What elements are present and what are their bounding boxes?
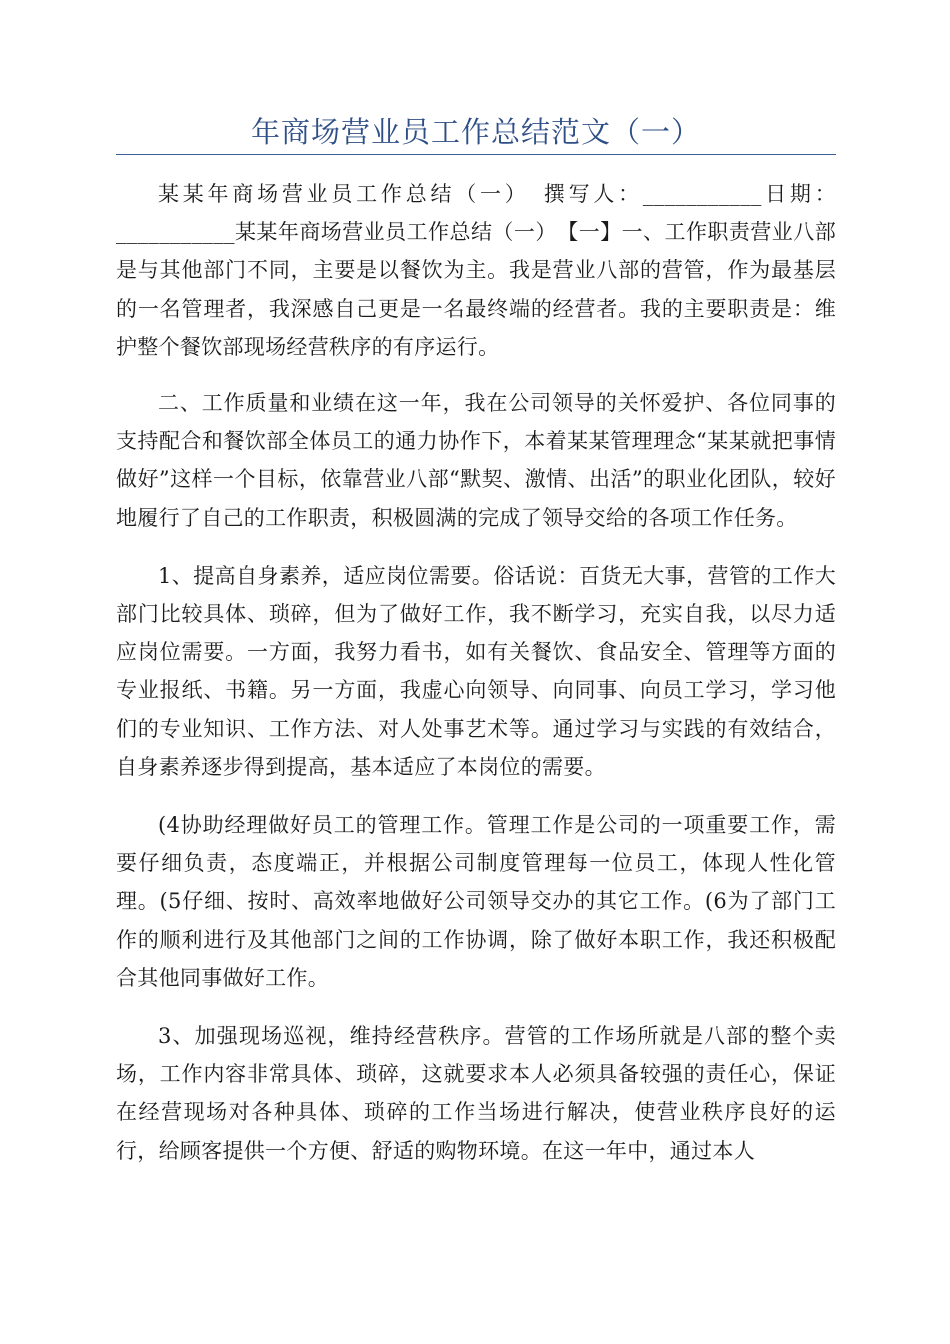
document-page [116,0,836,1190]
document-body [116,175,836,1170]
document-title: 年商场营业员工作总结范文（一） [250,115,701,149]
title-underline [116,154,836,155]
paragraph-staff-management: (4协助经理做好员工的管理工作。管理工作是公司的一项重要工作，需要仔细负责，态度端正，并根据公司制度管理每一位员工，体现人性化管理。(5仔细、按时、高效率地做好公司领导交办的其它工作。(6为了部门工作的顺利进行及其他部门之间的工作协调，除了做好本职工作，我还积极配合其他同事做好工作。 [116,813,836,990]
paragraph-site-patrol: 3、加强现场巡视，维持经营秩序。营管的工作场所就是八部的整个卖场，工作内容非常具体、琐碎，这就要求本人必须具备较强的责任心，保证在经营现场对各种具体、琐碎的工作当场进行解决，使营业秩序良好的运行，给顾客提供一个方便、舒适的购物环境。在这一年中，通过本人 [116,1024,836,1163]
paragraph-self-improvement: 1、提高自身素养，适应岗位需要。俗话说：百货无大事，营管的工作大部门比较具体、琐碎，但为了做好工作，我不断学习，充实自我，以尽力适应岗位需要。一方面，我努力看书，如有关餐饮、食品安全、管理等方面的专业报纸、书籍。另一方面，我虚心向领导、向同事、向员工学习，学习他们的专业知识、工作方法、对人处事艺术等。通过学习与实践的有效结合，自身素养逐步得到提高，基本适应了本岗位的需要。 [116,563,836,779]
paragraph-work-quality: 二、工作质量和业绩在这一年，我在公司领导的关怀爱护、各位同事的支持配合和餐饮部全体员工的通力协作下，本着某某管理理念“某某就把事情做好”这样一个目标，依靠营业八部“默契、激情、出活”的职业化团队，较好地履行了自己的工作职责，积极圆满的完成了领导交给的各项工作任务。 [116,391,836,530]
paragraph-work-duties: 某某年商场营业员工作总结（一） 撰写人：___________日期：___________某某年商场营业员工作总结（一） 【一】一、工作职责营业八部是与其他部门不同，主要是以餐饮为主。我是营业八部的营管，作为最基层的一名管理者，我深感自己更是一名最终端的经营者。我的主要职责是：维护整个餐饮部现场经营秩序的有序运行。 [116,182,836,359]
